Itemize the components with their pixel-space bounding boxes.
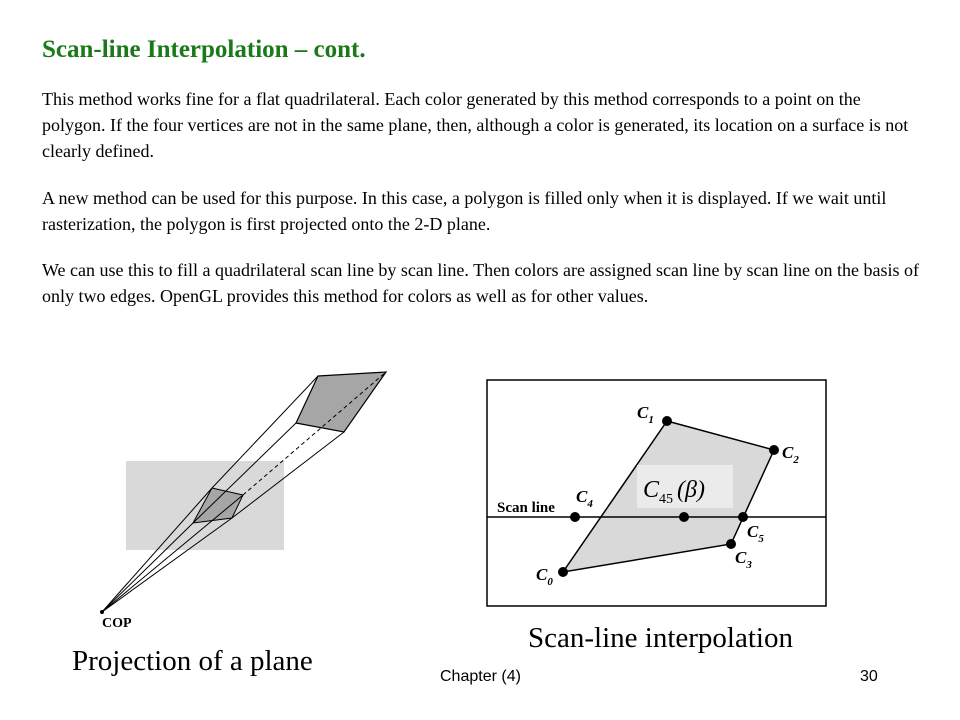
- slide-title: Scan-line Interpolation – cont.: [42, 36, 366, 63]
- vertex-c5: [738, 512, 748, 522]
- footer-chapter: Chapter (4): [440, 668, 521, 685]
- vertex-c1: [662, 416, 672, 426]
- paragraph-new-method: A new method can be used for this purpose. In this case, a polygon is filled only when it is displayed. If we wait until rasterization, the polygon is first projected onto the 2-D plane.: [42, 188, 887, 234]
- label-c0: $C_0$: [536, 565, 553, 588]
- cop-point: [100, 610, 104, 614]
- scan-line-label: Scan line: [497, 500, 555, 516]
- paragraph-flat-quad: This method works fine for a flat quadrilateral. Each color generated by this method corresponds to a point on the polygon. If the four vertices are not in the same plane, then, although a color is generated, its location on a surface is not clearly defined.: [42, 89, 909, 161]
- vertex-c4: [570, 512, 580, 522]
- interp-formula: $C_{45}$ (β): [643, 477, 705, 507]
- far-polygon: [296, 372, 386, 432]
- cop-label: COP: [102, 616, 132, 631]
- projection-caption: Projection of a plane: [72, 645, 313, 677]
- label-c3: $C_3$: [735, 548, 752, 571]
- label-c2: $C_2$: [782, 443, 799, 466]
- label-c4: $C_4$: [576, 487, 593, 510]
- vertex-c0: [558, 567, 568, 577]
- footer-page-number: 30: [860, 668, 878, 685]
- vertex-c45: [679, 512, 689, 522]
- paragraph-scan-line-fill: We can use this to fill a quadrilateral scan line by scan line. Then colors are assigned scan line by scan line on the basis of only two edges. OpenGL provides this method for colors as well as for other values.: [42, 260, 919, 306]
- scanline-caption: Scan-line interpolation: [528, 622, 793, 654]
- vertex-c2: [769, 445, 779, 455]
- label-c5: $C_5$: [747, 522, 764, 545]
- label-c1: $C_1$: [637, 403, 654, 426]
